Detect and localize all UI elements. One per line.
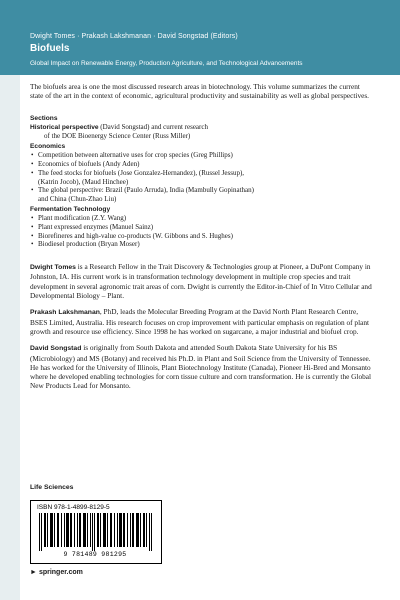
list-item: • Plant expressed enzymes (Manuel Sainz) bbox=[31, 222, 154, 231]
editors-suffix: Editors bbox=[212, 33, 236, 40]
list-item-continuation: and China (Chun-Zhao Liu) bbox=[38, 195, 117, 204]
fermentation-heading: Fermentation Technology bbox=[30, 205, 111, 213]
historical-line1: (David Songstad) and current research bbox=[98, 122, 208, 131]
list-item: • The global perspective: Brazil (Paulo Arruda), India (Mambully Gopinathan) bbox=[31, 186, 254, 195]
list-item: • Biodiesel production (Bryan Moser) bbox=[31, 240, 140, 249]
publisher-url: springer.com bbox=[38, 569, 83, 576]
bio-david-songstad bbox=[30, 343, 375, 390]
editors-names: Dwight Tomes · Prakash Lakshmanan · David Songstad bbox=[30, 33, 209, 40]
sidebar-strip bbox=[0, 75, 20, 600]
list-item: • The feed stocks for biofuels (Jose Gonzalez-Hernandez), (Russel Jessup), bbox=[31, 168, 245, 177]
book-subtitle: Global Impact on Renewable Energy, Production Agriculture, and Technological Advancements bbox=[30, 60, 303, 67]
header-band bbox=[0, 0, 400, 75]
editors-line: Dwight Tomes · Prakash Lakshmanan · David Songstad (Editors) bbox=[30, 33, 238, 40]
bio-text: is a Research Fellow in the Trait Discovery & Technologies group at Pioneer, a DuPont Company in Johnston, IA. His current work is in transformation technology development in multiple crop species and trait development in several agronomic trait areas of corn. Dwight is currently the Editor-in-Chief of In Vitro Cellular and Developmental Biology – Plant. bbox=[30, 262, 372, 301]
list-item-continuation: (Katrin Jocob), (Maud Hinchee) bbox=[38, 177, 129, 186]
bio-name: David Songstad bbox=[30, 345, 82, 353]
bio-text: is originally from South Dakota and attended South Dakota State University for his BS (Microbiology) and MS (Botany) and received his Ph.D. in Plant and Soil Science from the University of Tennessee. He has worked for the University of Illinois, Plant Biotechnology Institute (Canada), Pioneer Hi-Bred and Monsanto where he developed enabling technologies for corn tissue culture and corn transformation. He is currently the Global New Products Lead for Monsanto. bbox=[30, 343, 372, 391]
book-title: Biofuels bbox=[30, 43, 70, 54]
bio-name: Prakash Lakshmanan bbox=[30, 309, 100, 317]
list-item: • Economics of biofuels (Andy Aden) bbox=[31, 159, 140, 168]
barcode-digits: 9 781489 981295 bbox=[63, 551, 127, 558]
main-content bbox=[30, 78, 375, 391]
barcode-icon bbox=[37, 513, 155, 551]
sections-heading: Sections bbox=[30, 114, 58, 122]
historical-line2: of the DOE Bioenergy Science Center (Russ Miller) bbox=[44, 132, 191, 141]
historical-label: Historical perspective bbox=[30, 123, 99, 131]
list-item: • Competition between alternative uses for crop species (Greg Phillips) bbox=[31, 151, 233, 160]
economics-list bbox=[30, 151, 375, 204]
isbn-barcode bbox=[30, 500, 162, 564]
bio-name: Dwight Tomes bbox=[30, 264, 76, 272]
bio-prakash-lakshmanan bbox=[30, 307, 375, 336]
publisher-link[interactable] bbox=[30, 569, 83, 576]
isbn-number: ISBN 978-1-4899-8129-5 bbox=[37, 504, 110, 511]
intro-paragraph: The biofuels area is one the most discussed research areas in biotechnology. This volume summarizes the current state of the art in the context of economic, agricultural productivity and sustainability as well as global perspectives. bbox=[30, 82, 370, 101]
fermentation-list bbox=[30, 214, 375, 249]
list-item: • Biorefineres and high-value co-products (W. Gibbons and S. Hughes) bbox=[31, 231, 233, 240]
list-item: • Plant modification (Z.Y. Wang) bbox=[31, 213, 127, 222]
bio-text: , PhD, leads the Molecular Breeding Program at the David North Plant Research Centre, BSES Limited, Australia. His research focuses on crop improvement with particular emphasis on regulation of plant growth and resource use efficiency. Since 1998 he has worked on sugarcane, a major industrial and biofuel crop. bbox=[30, 307, 370, 336]
arrow-icon: ► bbox=[30, 569, 37, 576]
historical-perspective-entry bbox=[30, 123, 375, 142]
bio-dwight-tomes bbox=[30, 262, 375, 300]
economics-heading: Economics bbox=[30, 143, 66, 151]
category-label: Life Sciences bbox=[30, 484, 74, 491]
